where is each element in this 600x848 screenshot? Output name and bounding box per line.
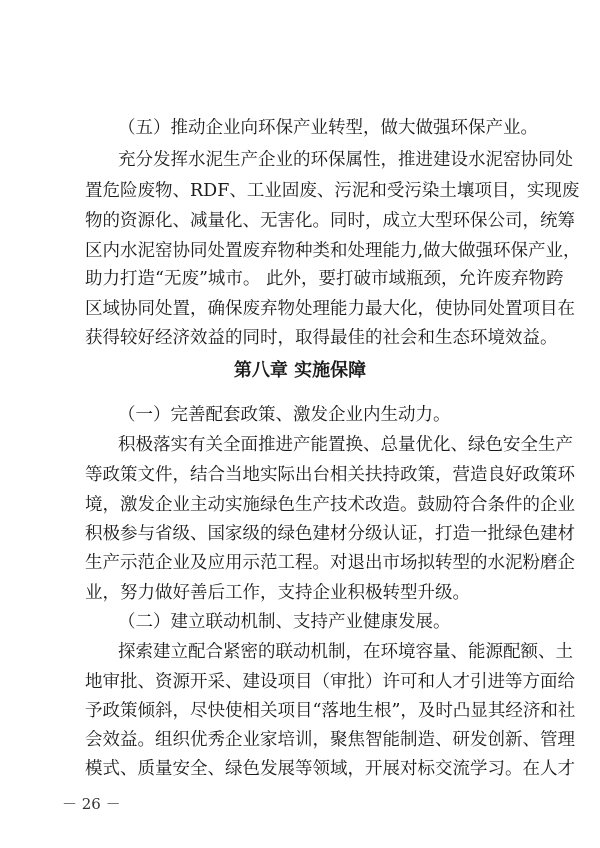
section-heading-1: （一）完善配套政策、激发企业内生动力。 bbox=[118, 405, 451, 425]
paragraph-line: 业，努力做好善后工作，支持企业积极转型升级。 bbox=[85, 583, 470, 603]
paragraph-line: 境，激发企业主动实施绿色生产技术改造。鼓励符合条件的企业 bbox=[85, 495, 575, 515]
paragraph-line: 予政策倾斜，尽快使相关项目“落地生根”，及时凸显其经济和社 bbox=[85, 701, 576, 721]
paragraph-line: 充分发挥水泥生产企业的环保属性，推进建设水泥窑协同处 bbox=[118, 150, 573, 170]
paragraph-line: 模式、质量安全、绿色发展等领域，开展对标交流学习。在人才 bbox=[85, 759, 575, 779]
paragraph-line: 获得较好经济效益的同时，取得最佳的社会和生态环境效益。 bbox=[85, 328, 558, 348]
paragraph-line: 助力打造“无废”城市。 此外，要打破市域瓶颈，允许废弃物跨 bbox=[85, 269, 564, 289]
section-heading-5: （五）推动企业向环保产业转型，做大做强环保产业。 bbox=[118, 118, 538, 138]
paragraph-line: 地审批、资源开采、建设项目（审批）许可和人才引进等方面给 bbox=[85, 672, 575, 692]
paragraph-line: 置危险废物、RDF、工业固废、污泥和受污染土壤项目，实现废 bbox=[85, 181, 580, 201]
paragraph-line: 区内水泥窑协同处置废弃物种类和处理能力,做大做强环保产业， bbox=[85, 241, 581, 261]
paragraph-line: 等政策文件，结合当地实际出台相关扶持政策，营造良好政策环 bbox=[85, 465, 575, 485]
paragraph-line: 探索建立配合紧密的联动机制，在环境容量、能源配额、土 bbox=[118, 642, 573, 662]
paragraph-line: 积极落实有关全面推进产能置换、总量优化、绿色安全生产 bbox=[118, 435, 573, 455]
page-number: － 26 － bbox=[62, 795, 121, 813]
paragraph-line: 区域协同处置，确保废弃物处理能力最大化，使协同处置项目在 bbox=[85, 299, 575, 319]
paragraph-line: 积极参与省级、国家级的绿色建材分级认证，打造一批绿色建材 bbox=[85, 524, 575, 544]
chapter-title: 第八章 实施保障 bbox=[233, 360, 367, 381]
paragraph-line: 生产示范企业及应用示范工程。对退出市场拟转型的水泥粉磨企 bbox=[85, 553, 575, 573]
paragraph-line: 会效益。组织优秀企业家培训，聚焦智能制造、研发创新、管理 bbox=[85, 730, 575, 750]
section-heading-2: （二）建立联动机制、支持产业健康发展。 bbox=[118, 612, 451, 632]
paragraph-line: 物的资源化、减量化、无害化。同时，成立大型环保公司，统筹 bbox=[85, 211, 575, 231]
